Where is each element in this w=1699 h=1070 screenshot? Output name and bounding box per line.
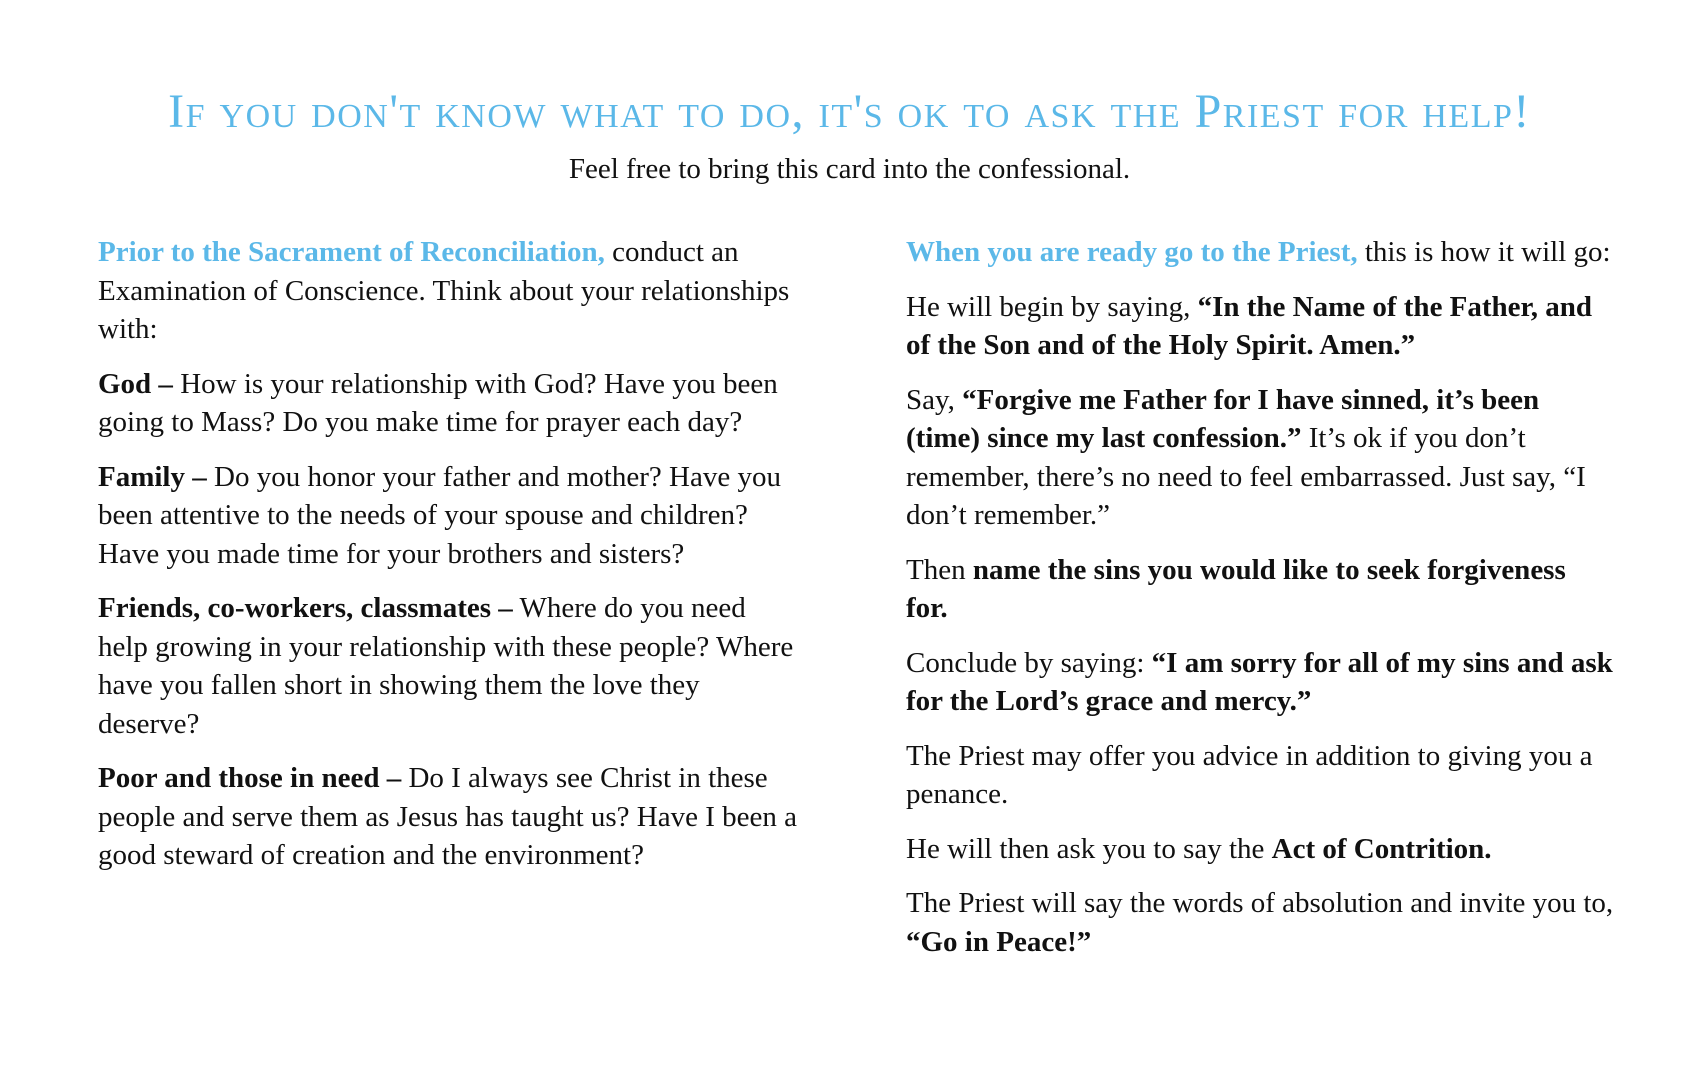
steps-intro-text: this is how it will go: bbox=[1357, 236, 1611, 268]
page-headline: If you don't know what to do, it's ok to ask the Priest for help! bbox=[168, 85, 1531, 138]
step-quote: name the sins you would like to seek forgiveness for. bbox=[906, 553, 1566, 624]
step-text: Then bbox=[906, 553, 973, 586]
relationship-label: Friends, co-workers, classmates – bbox=[98, 592, 513, 624]
relationship-item-poor bbox=[98, 759, 798, 875]
step-absolution bbox=[906, 884, 1614, 961]
examination-intro bbox=[98, 233, 798, 349]
step-quote: “Forgive me Father for I have sinned, it’s been (time) since my last confession.” bbox=[906, 383, 1540, 454]
step-text: He will then ask you to say the bbox=[906, 832, 1272, 865]
step-quote: “I am sorry for all of my sins and ask for the Lord’s grace and mercy.” bbox=[906, 646, 1613, 717]
step-advice bbox=[906, 737, 1614, 814]
step-text: Say, bbox=[906, 383, 963, 416]
step-forgive-me bbox=[906, 381, 1614, 535]
relationship-text: Do I always see Christ in these people and serve them as Jesus has taught us? Have I been a good steward of creation and the environment? bbox=[98, 762, 797, 871]
step-text: The Priest may offer you advice in addition to giving you a penance. bbox=[906, 739, 1593, 810]
step-conclude bbox=[906, 644, 1614, 721]
step-text: Conclude by saying: bbox=[906, 646, 1152, 679]
relationship-label: Family – bbox=[98, 460, 207, 493]
step-contrition bbox=[906, 830, 1614, 869]
relationship-item-god bbox=[98, 365, 798, 442]
relationship-text: Where do you need help growing in your relationship with these people? Where have you fallen short in showing them the love they deserve? bbox=[98, 592, 794, 740]
relationship-text: Do you honor your father and mother? Have you been attentive to the needs of your spouse and children? Have you made time for your brothers and sisters? bbox=[98, 460, 781, 570]
relationship-label: Poor and those in need – bbox=[98, 762, 402, 794]
steps-intro-lead: When you are ready go to the Priest, bbox=[906, 236, 1358, 268]
step-quote: “Go in Peace!” bbox=[906, 925, 1092, 958]
examination-intro-text: conduct an Examination of Conscience. Think about your relationships with: bbox=[98, 236, 790, 345]
step-opening bbox=[906, 288, 1614, 365]
examination-column bbox=[98, 233, 798, 891]
confession-steps-column bbox=[906, 233, 1614, 977]
step-text: He will begin by saying, bbox=[906, 290, 1198, 323]
relationship-item-friends bbox=[98, 589, 798, 743]
examination-intro-lead: Prior to the Sacrament of Reconciliation, bbox=[98, 236, 605, 268]
page-subline: Feel free to bring this card into the confessional. bbox=[568, 153, 1131, 185]
relationship-text: How is your relationship with God? Have you been going to Mass? Do you make time for prayer each day? bbox=[98, 367, 778, 438]
step-name-sins bbox=[906, 551, 1614, 628]
relationship-item-family bbox=[98, 458, 798, 574]
step-text: The Priest will say the words of absolution and invite you to, bbox=[906, 887, 1614, 919]
step-text-after: It’s ok if you don’t remember, there’s no need to feel embarrassed. Just say, “I don’t remember.” bbox=[906, 422, 1586, 531]
step-quote: “In the Name of the Father, and of the Son and of the Holy Spirit. Amen.” bbox=[906, 290, 1593, 361]
step-quote: Act of Contrition. bbox=[1271, 832, 1492, 865]
relationship-label: God – bbox=[98, 367, 173, 400]
steps-intro bbox=[906, 233, 1614, 272]
